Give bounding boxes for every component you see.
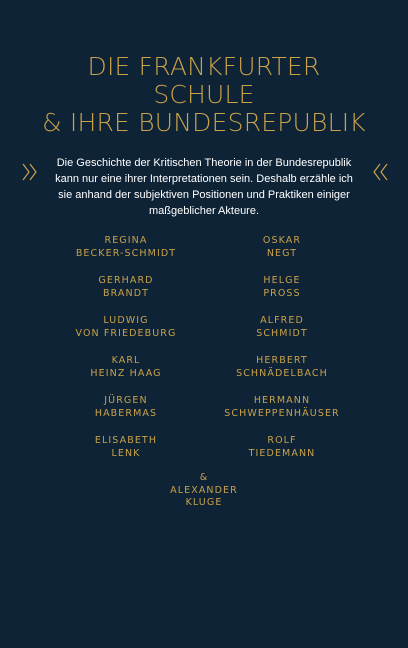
last-name: KLUGE: [185, 497, 223, 508]
person-name: [36, 435, 216, 460]
intro-text: Die Geschichte der Kritischen Theorie in der Bundesrepublik kann nur eine ihrer Interpretationen sein. Deshalb erzähle ich sie anhand der subjektiven Positionen und Praktiken einiger maßgeblicher Akteure.: [55, 157, 353, 217]
double-chevron-left-icon: [365, 159, 391, 185]
last-name: VON FRIEDEBURG: [75, 327, 177, 339]
person-name: [36, 355, 216, 380]
first-name: GERHARD: [98, 275, 154, 286]
person-name: [192, 355, 372, 380]
last-name: SCHNÄDELBACH: [236, 367, 328, 379]
last-name: HEINZ HAAG: [90, 367, 162, 379]
first-name: KARL: [111, 355, 141, 366]
last-name: NEGT: [266, 247, 298, 259]
person-name: [192, 435, 372, 460]
last-name: PROSS: [263, 287, 301, 299]
last-name: SCHWEPPENHÄUSER: [224, 407, 340, 419]
person-name: [36, 235, 216, 260]
last-name: TIEDEMANN: [248, 447, 316, 459]
person-name: [192, 395, 372, 420]
last-name: SCHMIDT: [256, 327, 308, 339]
title-line-3: & IHRE BUNDESREPUBLIK: [42, 108, 366, 137]
first-name: HELGE: [263, 275, 301, 286]
first-name: OSKAR: [262, 235, 302, 246]
last-name: HABERMAS: [94, 407, 158, 419]
first-name: HERMANN: [253, 395, 311, 406]
person-name-final: [114, 472, 294, 510]
person-name: [192, 275, 372, 300]
person-name: [192, 315, 372, 340]
intro-section: [0, 155, 408, 219]
first-name: ALEXANDER: [170, 484, 238, 496]
first-name: HERBERT: [256, 355, 308, 366]
first-name: LUDWIG: [103, 315, 149, 326]
title-line-1: DIE FRANKFURTER: [87, 52, 321, 81]
person-name: [36, 315, 216, 340]
ampersand: &: [199, 472, 209, 483]
last-name: LENK: [111, 447, 141, 459]
person-name: [192, 235, 372, 260]
first-name: ROLF: [267, 435, 297, 446]
last-name: BECKER-SCHMIDT: [75, 247, 177, 259]
first-name: REGINA: [104, 235, 148, 246]
last-name: BRANDT: [102, 287, 150, 299]
person-name: [36, 275, 216, 300]
first-name: ALFRED: [260, 315, 304, 326]
person-name: [36, 395, 216, 420]
page-title: [0, 53, 408, 137]
title-line-2: SCHULE: [153, 80, 255, 109]
first-name: JÜRGEN: [104, 395, 148, 406]
first-name: ELISABETH: [94, 435, 158, 446]
double-chevron-right-icon: [19, 159, 45, 185]
